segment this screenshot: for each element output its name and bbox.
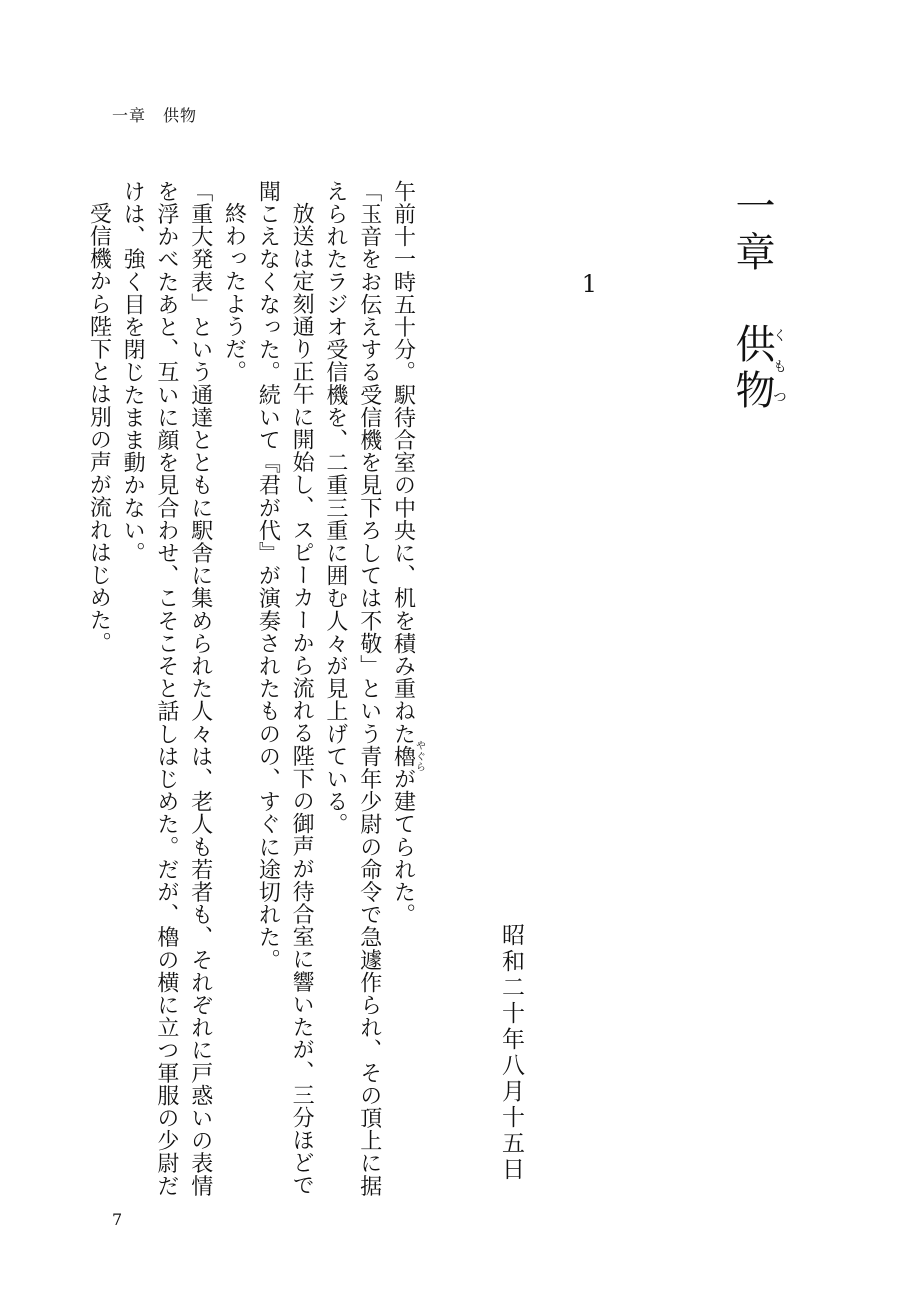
body-line: けは、強く目を閉じたまま動かない。 [120,180,146,565]
running-head: 一章 供物 [112,106,198,125]
line-text: が建てられた。 [390,767,416,926]
chapter-title [729,185,787,415]
body-line: 終わったようだ。 [221,202,247,383]
body-line: 聞こえなくなった。続いて『君が代』が演奏されたものの、すぐに途切れた。 [255,180,281,971]
chapter-title-reading: くもつ [771,323,787,415]
ruby-yagura [390,740,425,773]
body-line: を浮かべたあと、互いに顔を見合わせ、こそこそと話しはじめた。だが、櫓の横に立つ軍服の少尉だ [153,180,179,1197]
body-text [82,180,425,1197]
ruby-base: 櫓 [390,740,416,773]
dateline: 昭和二十年八月十五日 [498,923,524,1183]
chapter-title-text: 供物 [729,323,775,415]
page-number: 7 [112,1210,123,1229]
chapter-title-ruby [729,323,787,415]
chapter-number: 一章 [729,185,775,277]
section-number: 1 [581,270,597,298]
body-line [386,180,424,1170]
body-line: えられたラジオ受信機を、二重三重に囲む人々が見上げている。 [322,180,348,836]
body-line: 放送は定刻通り正午に開始し、スピーカーから流れる陛下の御声が待合室に響いたが、三分ほどで [289,202,315,1197]
body-line: 「玉音をお伝えする受信機を見下ろしては不敬」という青年少尉の命令で急遽作られ、その頂上に据 [356,180,382,1197]
body-line: 「重大発表」という通達とともに駅舎に集められた人々は、老人も若者も、それぞれに戸惑いの表情 [187,180,213,1197]
ruby-reading: やぐら [413,740,425,773]
body-line: 受信機から陛下とは別の声が流れはじめた。 [86,202,112,654]
line-text: 午前十一時五十分。駅待合室の中央に、机を積み重ねた [390,180,416,745]
